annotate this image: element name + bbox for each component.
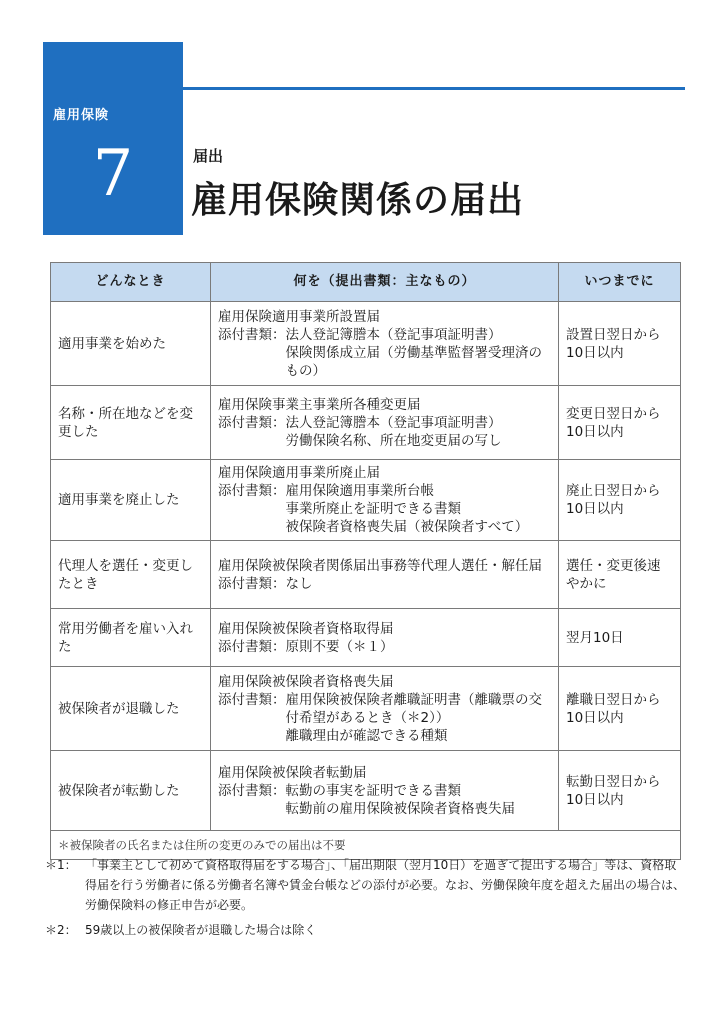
header-deadline: いつまでに (559, 263, 681, 302)
attachments-label: 添付書類： (218, 326, 286, 343)
table-row (51, 751, 681, 831)
attachment-item: 被保険者資格喪失届（被保険者すべて） (285, 519, 529, 535)
footnote-mark: ＊2： (45, 923, 77, 937)
cell-when: 名称・所在地などを変更した (51, 386, 211, 460)
table-row (51, 667, 681, 751)
attachment-item: 法人登記簿謄本（登記事項証明書） (285, 414, 502, 431)
attachments (218, 414, 551, 450)
table-row (51, 386, 681, 460)
cell-what (211, 609, 559, 667)
cell-what (211, 302, 559, 386)
cell-what (211, 386, 559, 460)
cell-when: 被保険者が退職した (51, 667, 211, 751)
attachment-item: 雇用保険被保険者離職証明書（離職票の交付希望があるとき（＊2）） (285, 691, 542, 726)
attachment-item: 事業所廃止を証明できる書類 (285, 501, 461, 517)
cell-what (211, 751, 559, 831)
table-row (51, 541, 681, 609)
table-row (51, 460, 681, 541)
cell-deadline: 転勤日翌日から10日以内 (559, 751, 681, 831)
footnote-2 (45, 920, 685, 940)
table-row (51, 609, 681, 667)
attachment-item: 雇用保険適用事業所台帳 (285, 483, 434, 499)
attachment-item: 法人登記簿謄本（登記事項証明書） (285, 326, 502, 343)
cell-when: 適用事業を廃止した (51, 460, 211, 541)
header-rule (183, 87, 685, 90)
form-name: 雇用保険事業主事業所各種変更届 (218, 396, 421, 413)
header-what: 何を（提出書類：主なもの） (211, 263, 559, 302)
form-name: 雇用保険被保険者転勤届 (218, 764, 367, 781)
cell-when: 代理人を選任・変更したとき (51, 541, 211, 609)
form-name: 雇用保険被保険者関係届出事務等代理人選任・解任届 (218, 557, 542, 574)
attachments (218, 575, 551, 593)
cell-deadline: 廃止日翌日から10日以内 (559, 460, 681, 541)
attachment-item: 原則不要（＊１） (285, 638, 394, 655)
attachment-item: 保険関係成立届（労働基準監督署受理済のもの） (285, 344, 542, 379)
cell-when: 被保険者が転勤した (51, 751, 211, 831)
filing-table (50, 262, 681, 860)
attachment-list (286, 782, 552, 818)
table-note: ＊被保険者の氏名または住所の変更のみでの届出は不要 (51, 831, 681, 860)
attachments (218, 326, 551, 380)
cell-what (211, 667, 559, 751)
attachment-item: 転勤の事実を証明できる書類 (285, 782, 461, 799)
attachment-item: 転勤前の雇用保険被保険者資格喪失届 (285, 800, 515, 817)
cell-deadline: 離職日翌日から10日以内 (559, 667, 681, 751)
attachment-list (286, 638, 552, 656)
chapter-block (43, 42, 183, 235)
attachment-list (286, 326, 552, 380)
attachments-label: 添付書類： (218, 638, 286, 655)
cell-deadline: 翌月10日 (559, 609, 681, 667)
attachment-item: 離職理由が確認できる種類 (285, 727, 448, 744)
footnote-text: 「事業主として初めて資格取得届をする場合」、「届出期限（翌月10日）を過ぎて提出する場合」等は、資格取得届を行う労働者に係る労働者名簿や賃金台帳などの添付が必要。なお、労働保険年度を超えた届出の場合は、労働保険料の修正申告が必要。 (85, 858, 686, 912)
page-title: 雇用保険関係の届出 (191, 180, 525, 221)
attachments-label: 添付書類： (218, 575, 286, 592)
attachments-label: 添付書類： (218, 483, 286, 499)
attachment-list (286, 414, 552, 450)
attachments-label: 添付書類： (218, 782, 286, 799)
attachment-list (286, 691, 552, 745)
cell-deadline: 設置日翌日から10日以内 (559, 302, 681, 386)
cell-when: 常用労働者を雇い入れた (51, 609, 211, 667)
attachment-list (286, 482, 552, 536)
attachment-item: なし (285, 575, 313, 592)
cell-what (211, 460, 559, 541)
attachments (218, 638, 551, 656)
footnote-1 (45, 855, 685, 915)
page-subtitle: 届出 (193, 147, 224, 165)
form-name: 雇用保険適用事業所廃止届 (218, 465, 380, 481)
cell-deadline: 選任・変更後速やかに (559, 541, 681, 609)
footnote-mark: ＊1： (45, 858, 77, 872)
form-name: 雇用保険被保険者資格喪失届 (218, 673, 394, 690)
attachments-label: 添付書類： (218, 414, 286, 431)
cell-deadline: 変更日翌日から10日以内 (559, 386, 681, 460)
table-header-row (51, 263, 681, 302)
footnote-text: 59歳以上の被保険者が退職した場合は除く (85, 923, 317, 937)
attachments (218, 782, 551, 818)
attachments (218, 482, 551, 536)
form-name: 雇用保険被保険者資格取得届 (218, 620, 394, 637)
attachment-list (286, 575, 552, 593)
attachments-label: 添付書類： (218, 691, 286, 708)
header-when: どんなとき (51, 263, 211, 302)
table-row (51, 302, 681, 386)
cell-what (211, 541, 559, 609)
category-label: 雇用保険 (53, 108, 110, 123)
chapter-number: 7 (92, 137, 134, 211)
attachment-item: 労働保険名称、所在地変更届の写し (285, 432, 502, 449)
cell-when: 適用事業を始めた (51, 302, 211, 386)
attachments (218, 691, 551, 745)
form-name: 雇用保険適用事業所設置届 (218, 308, 380, 325)
